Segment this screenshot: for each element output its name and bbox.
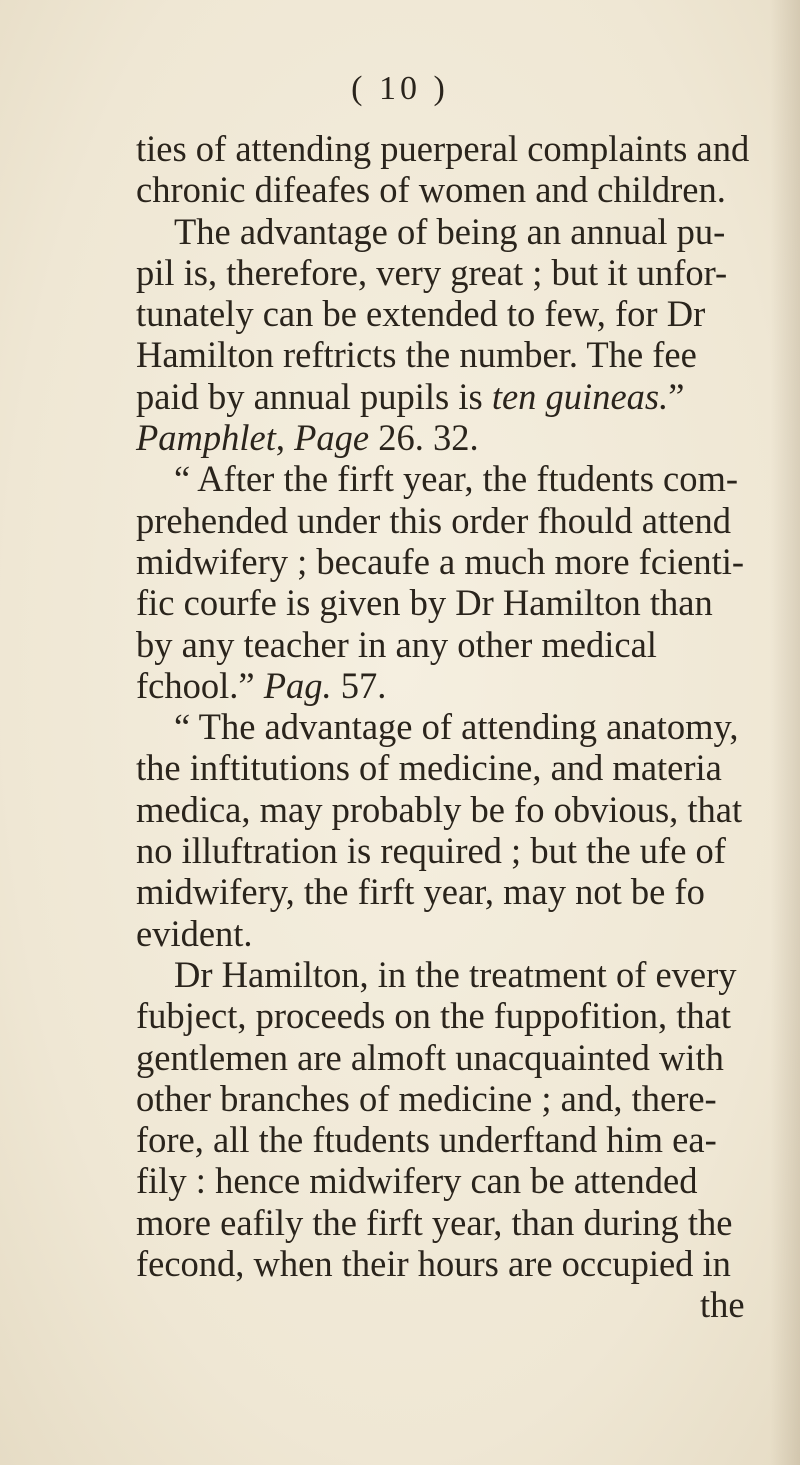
text-line: The advantage of being an annual pu- bbox=[174, 210, 726, 252]
text-line: fic courfe is given by Dr Hamilton than bbox=[136, 582, 713, 624]
page-number: ( 10 ) bbox=[351, 70, 449, 107]
text-line: fecond, when their hours are occupied in bbox=[136, 1243, 731, 1285]
text-line: more eafily the firft year, than during the bbox=[136, 1201, 733, 1243]
text-line: fubject, proceeds on the fuppofition, that bbox=[136, 995, 731, 1037]
text-run: fchool.” bbox=[136, 664, 264, 706]
text-line: “ After the firft year, the ftudents com- bbox=[174, 458, 739, 500]
text-line: pil is, therefore, very great ; but it unfor- bbox=[136, 251, 728, 293]
text-run: , bbox=[275, 417, 295, 459]
text-line: midwifery ; becaufe a much more fcienti- bbox=[136, 540, 745, 582]
text-run: 26. 32. bbox=[369, 417, 479, 459]
text-line: the inftitutions of medicine, and materia bbox=[136, 747, 722, 789]
text-line: other branches of medicine ; and, there- bbox=[136, 1077, 717, 1119]
text-line: gentlemen are almoft unacquainted with bbox=[136, 1036, 724, 1078]
text-line bbox=[136, 665, 768, 706]
text-line: evident. bbox=[136, 912, 253, 954]
text-run: 57. bbox=[331, 664, 387, 706]
text-line: ties of attending puerperal complaints and bbox=[136, 128, 750, 169]
text-line: by any teacher in any other medical bbox=[136, 623, 657, 665]
text-line: Dr Hamilton, in the treatment of every bbox=[174, 953, 737, 995]
italic-run: Page bbox=[294, 417, 370, 459]
text-line: tunately can be extended to few, for Dr bbox=[136, 293, 706, 335]
text-line: Hamilton reftricts the number. The fee bbox=[136, 334, 697, 376]
body-text bbox=[136, 128, 768, 1326]
italic-run: ten guineas. bbox=[491, 375, 669, 417]
text-line: prehended under this order fhould attend bbox=[136, 499, 731, 541]
text-line: fily : hence midwifery can be attended bbox=[136, 1160, 698, 1202]
closing-quote: ” bbox=[668, 375, 685, 417]
text-line: fore, all the ftudents underftand him ea- bbox=[136, 1119, 717, 1161]
italic-run: Pamphlet bbox=[136, 417, 276, 459]
catchword: the bbox=[700, 1284, 745, 1326]
italic-run: Pag. bbox=[263, 664, 332, 706]
text-run: paid by annual pupils is bbox=[136, 375, 492, 417]
text-line bbox=[136, 376, 768, 417]
text-line: chronic difeafes of women and children. bbox=[136, 169, 726, 211]
text-line bbox=[136, 417, 768, 458]
text-line: medica, may probably be fo obvious, that bbox=[136, 788, 743, 830]
text-line: no illuftration is required ; but the ufe of bbox=[136, 830, 726, 872]
text-line: midwifery, the firft year, may not be fo bbox=[136, 871, 705, 913]
page-edge-shadow bbox=[770, 0, 800, 1465]
text-line: “ The advantage of attending anatomy, bbox=[174, 706, 739, 748]
